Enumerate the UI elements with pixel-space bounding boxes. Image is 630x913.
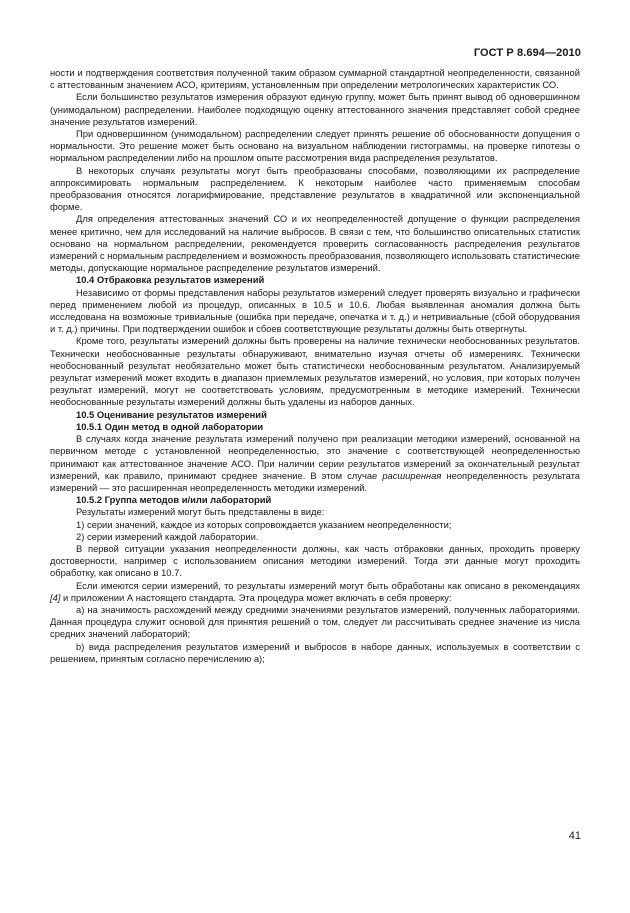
reference-citation: [4] [50,591,61,603]
paragraph: Для определения аттестованных значений СО и их неопределенностей допущение о функции распределения менее критично, чем для исследований на наличие выбросов. В связи с тем, что большинство описательных статистик основано на нормальном распределении, рекомендуется проверить согласованность распределения результатов измерений с нормальным распределением и возможность преобразования, позволяющего использовать статистические методы, допускающие нормальное распределение результатов измерений. [50,213,580,274]
list-item: 1) серии значений, каждое из которых сопровождается указанием неопределенности; [76,518,452,530]
subsection-heading-10-5-1: 10.5.1 Один метод в одной лаборатории [76,420,264,432]
section-heading-10-5: 10.5 Оценивание результатов измерений [76,408,267,420]
paragraph: ности и подтверждения соответствия полученной таким образом суммарной стандартной неопределенности, связанной с аттестованным значением АСО, критериям, установленным при определении метрологических характеристик СО. [50,67,580,91]
paragraph: Независимо от формы представления наборы результатов измерений следует проверять визуально и графически перед применением любой из процедур, описанных в 10.5 и 10.6. Любая выявленная аномалия должна быть исследована на возможные тривиальные (ошибка при передаче, опечатка и т. д.) и нетривиальные (сбой оборудования и т. д.) причины. При подтверждении ошибок и сбоев соответствующие результаты должны быть отвергнуты. [50,286,580,335]
paragraph: Если большинство результатов измерения образуют единую группу, может быть принят вывод об одновершинном (унимодальном) распределении. Наиболее подходящую оценку аттестованного значения представляет собой среднее значение результатов измерений. [50,91,580,127]
text-run: Если имеются серии измерений, то результаты измерений могут быть обработаны как описано в рекомендациях [76,579,580,591]
paragraph [50,580,580,604]
paragraph: В первой ситуации указания неопределенности должны, как часть отбраковки данных, проходить проверку достоверности, например с использованием описания методики измерений. Тогда эти данные могут проходить обработку, как описано в 10.7. [50,542,580,579]
emphasis-text: расширенная [382,469,442,481]
paragraph [50,433,580,494]
paragraph: Кроме того, результаты измерений должны быть проверены на наличие технически необоснованных результатов. Технически необоснованные результаты обнаруживают, внимательно изучая отчеты об измерениях. Технически необоснованный результат необязательно может быть статистически необоснованным результатом. Анализируемый результат измерений может входить в диапазон приемлемых результатов измерений, но условия, при которых получен результат измерений, могут не соответствовать условиям, предусмотренным в методике измерений. Технически необоснованные результаты измерений должны быть удалены из наборов данных. [50,335,580,408]
section-heading-10-4: 10.4 Отбраковка результатов измерений [76,274,265,286]
list-item: 2) серии измерений каждой лаборатории. [76,530,259,542]
paragraph: Результаты измерений могут быть представлены в виде: [76,506,325,518]
list-item: а) на значимость расхождений между средними значениями результатов измерений, полученных лабораториями. Данная процедура служит основой для принятия решений о том, следует ли рассчитывать среднее значение из числа средних значений лабораторий; [50,603,580,640]
document-header: ГОСТ Р 8.694—2010 [473,47,581,59]
paragraph: При одновершинном (унимодальном) распределении следует принять решение об обоснованности допущения о нормальности. Это решение может быть основано на визуальном наблюдении гистограммы, на проверке гипотезы о нормальном распределении либо на прошлом опыте рассмотрения вида распределения результатов. [50,128,580,164]
list-item: b) вида распределения результатов измерений и выбросов в наборе данных, используемых в соответствии с решением, принятым согласно перечислению а); [50,640,580,664]
subsection-heading-10-5-2: 10.5.2 Группа методов и/или лабораторий [76,494,272,506]
paragraph: В некоторых случаях результаты могут быть преобразованы способами, позволяющими их распределение аппроксимировать нормальным распределением. К некоторым наиболее часто применяемым способам преобразования относятся логарифмирование, представление результатов в квадратичной или экспоненциальной форме. [50,164,580,213]
text-run: В случаях когда значение результата измерений получено при реализации методики измерений, основанной на первичном методе с установленной неопределенностью, это значение с соответствующей неопределенностью принимают как аттестованное значение АСО. При наличии серии результатов измерений за окончательный результат измерений, как правило, принимают среднее значение. В этом случае [50,433,580,481]
text-run: неопределенность результата измерений — это расширенная неопределенность методики измерений. [50,469,580,493]
page-number: 41 [568,830,581,842]
page-body [50,67,580,665]
text-run: и приложении А настоящего стандарта. Эта процедура может включать в себя проверку: [60,591,452,603]
